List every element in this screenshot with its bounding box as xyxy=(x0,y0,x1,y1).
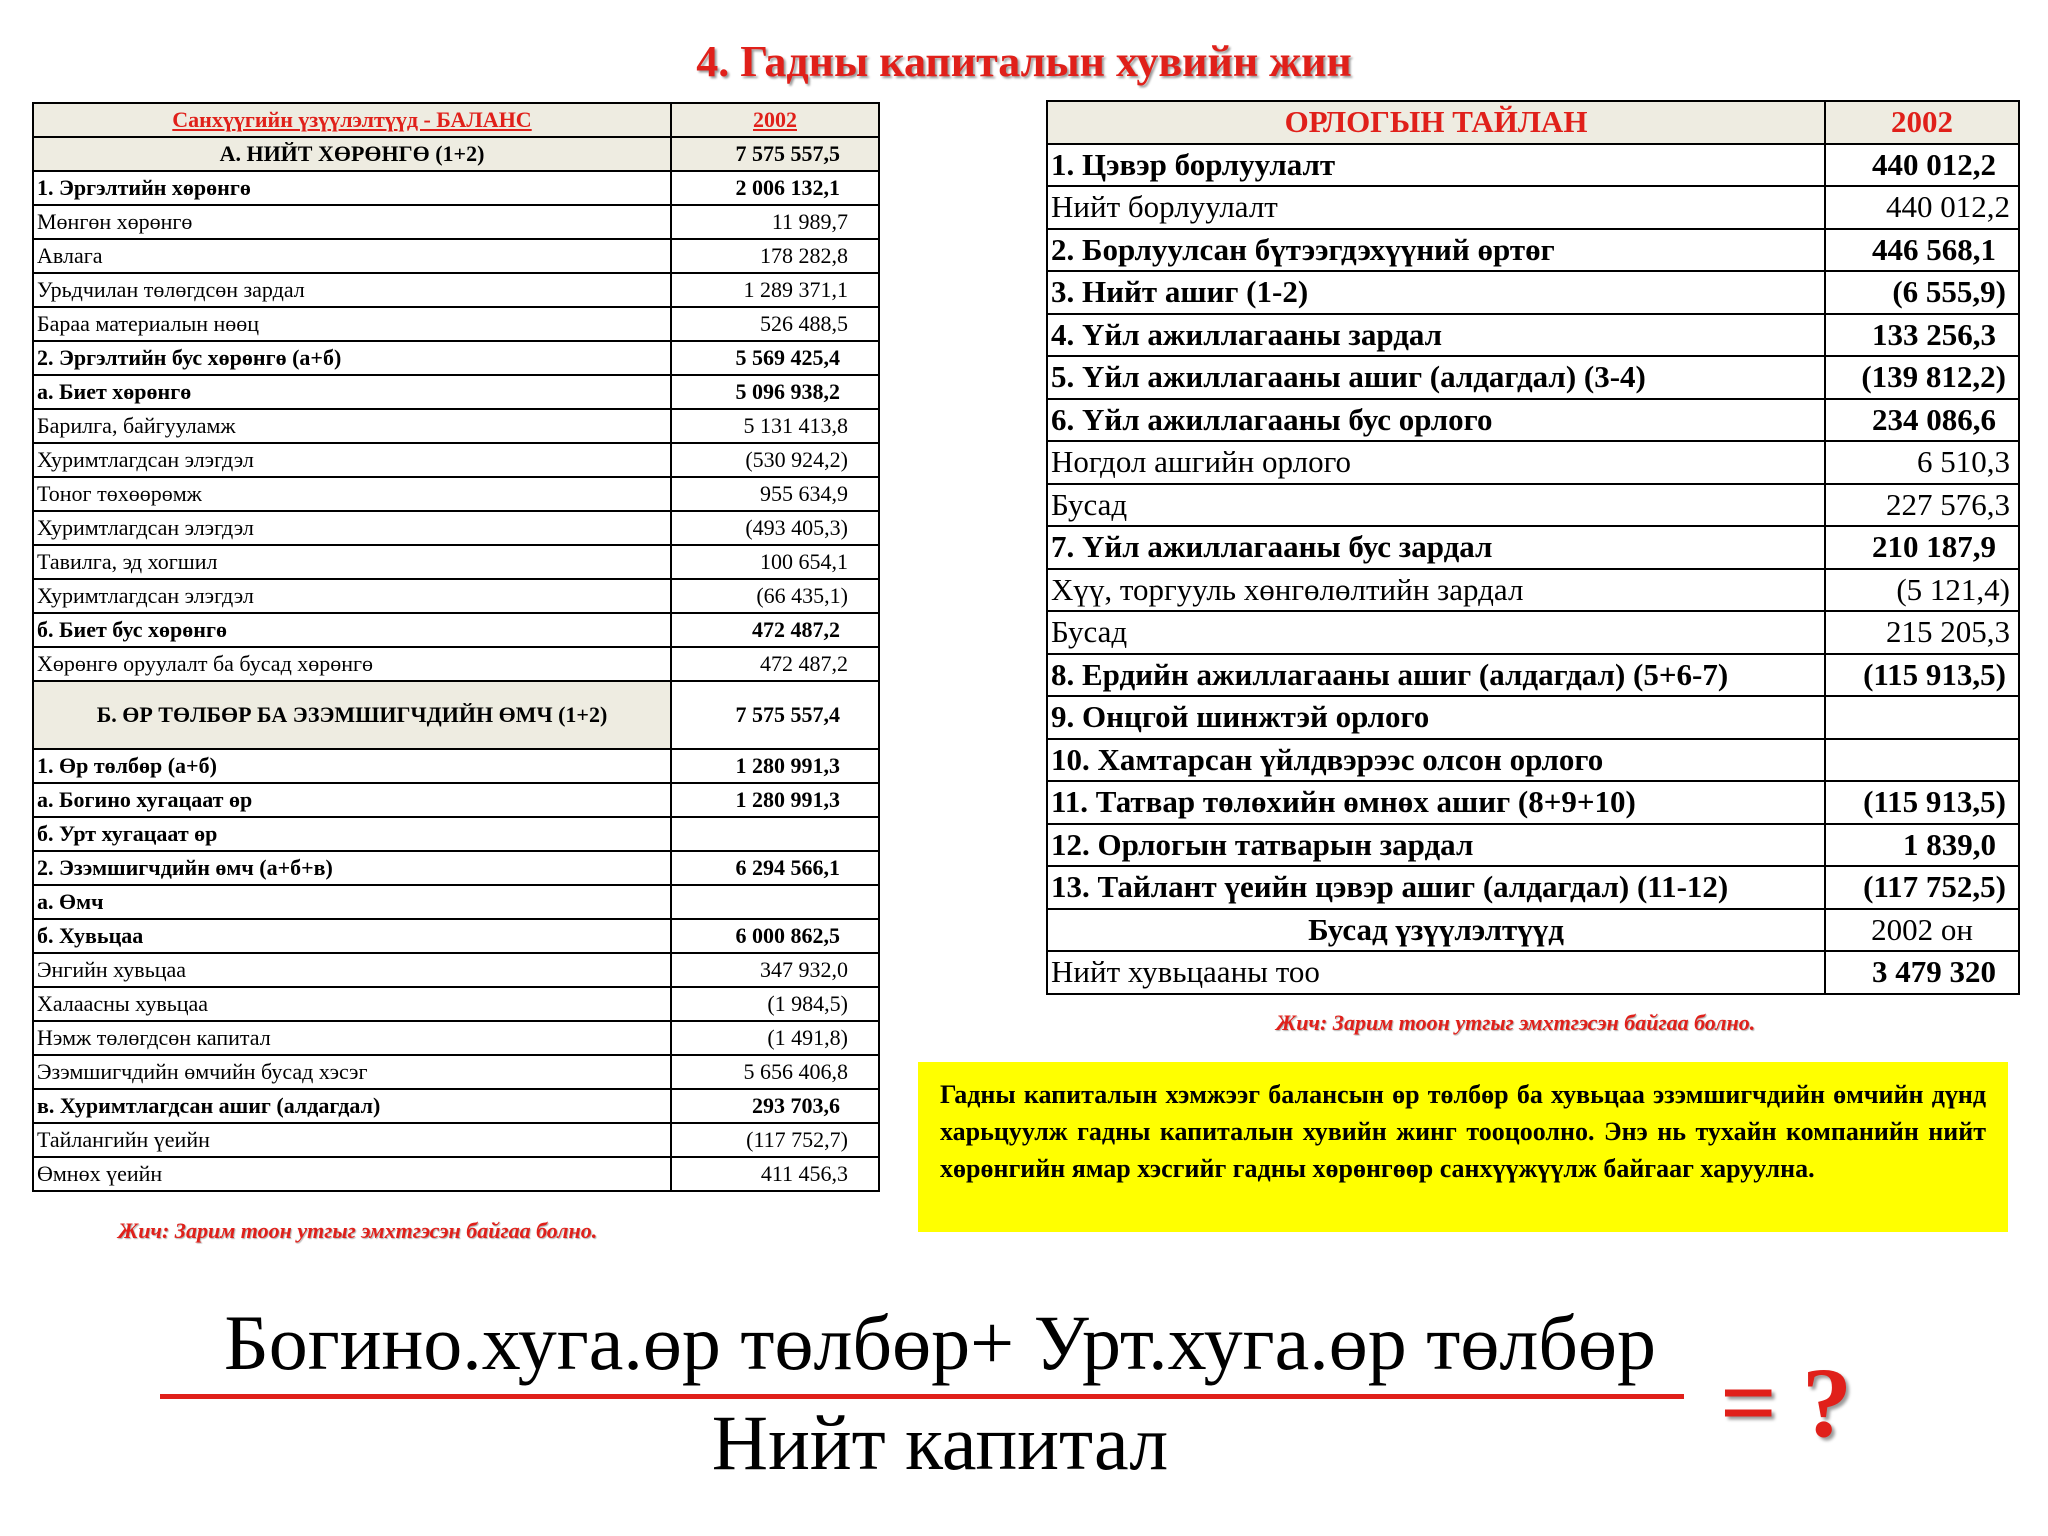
income-row-value: (115 913,5) xyxy=(1825,654,2019,697)
balance-row-label: Тавилга, эд хогшил xyxy=(33,545,671,579)
formula-denominator: Нийт капитал xyxy=(711,1399,1169,1486)
balance-row xyxy=(33,953,879,987)
income-row-label: 5. Үйл ажиллагааны ашиг (алдагдал) (3-4) xyxy=(1047,356,1825,399)
balance-row xyxy=(33,511,879,545)
balance-row-label: б. Биет бус хөрөнгө xyxy=(33,613,671,647)
income-header-label: ОРЛОГЫН ТАЙЛАН xyxy=(1047,101,1825,144)
balance-row xyxy=(33,749,879,783)
income-row-label: Бусад xyxy=(1047,611,1825,654)
balance-row-value: 6 294 566,1 xyxy=(671,851,879,885)
balance-row-value: 178 282,8 xyxy=(671,239,879,273)
balance-row xyxy=(33,307,879,341)
income-row-label: 9. Онцгой шинжтэй орлого xyxy=(1047,696,1825,739)
income-row-value: 1 839,0 xyxy=(1825,824,2019,867)
income-note: Жич: Зарим тоон утгыг эмхтгэсэн байгаа болно. xyxy=(1276,1010,1756,1035)
income-row-label: Хүү, торгууль хөнгөлөлтийн зардал xyxy=(1047,569,1825,612)
income-row-value: 446 568,1 xyxy=(1825,229,2019,272)
formula-numerator: Богино.хуга.өр төлбөр+ Урт.хуга.өр төлбөр xyxy=(224,1299,1656,1386)
income-row-label: 13. Тайлант үеийн цэвэр ашиг (алдагдал) (11-12) xyxy=(1047,866,1825,909)
income-statement-table xyxy=(1046,100,2020,995)
balance-header-row xyxy=(33,103,879,137)
balance-row xyxy=(33,239,879,273)
balance-row-value: (117 752,7) xyxy=(671,1123,879,1157)
balance-row-value: 100 654,1 xyxy=(671,545,879,579)
income-other-header-row xyxy=(1047,909,2019,952)
balance-row-label: 2. Эргэлтийн бус хөрөнгө (а+б) xyxy=(33,341,671,375)
balance-row xyxy=(33,1157,879,1191)
income-row-value: 227 576,3 xyxy=(1825,484,2019,527)
balance-row xyxy=(33,545,879,579)
balance-row xyxy=(33,409,879,443)
income-row xyxy=(1047,526,2019,569)
income-row xyxy=(1047,739,2019,782)
balance-row xyxy=(33,477,879,511)
balance-row-label: 1. Эргэлтийн хөрөнгө xyxy=(33,171,671,205)
income-row xyxy=(1047,229,2019,272)
income-row xyxy=(1047,866,2019,909)
income-row-value: 234 086,6 xyxy=(1825,399,2019,442)
income-row xyxy=(1047,441,2019,484)
income-row-value: (139 812,2) xyxy=(1825,356,2019,399)
balance-row-value: 6 000 862,5 xyxy=(671,919,879,953)
balance-row xyxy=(33,613,879,647)
balance-row-value: 472 487,2 xyxy=(671,613,879,647)
income-row-label: 3. Нийт ашиг (1-2) xyxy=(1047,271,1825,314)
income-header-year: 2002 xyxy=(1825,101,2019,144)
income-row xyxy=(1047,399,2019,442)
income-row xyxy=(1047,271,2019,314)
income-row xyxy=(1047,654,2019,697)
balance-row-label: Эзэмшигчдийн өмчийн бусад хэсэг xyxy=(33,1055,671,1089)
balance-row-value: 293 703,6 xyxy=(671,1089,879,1123)
balance-row xyxy=(33,273,879,307)
balance-row-label: Хуримтлагдсан элэгдэл xyxy=(33,443,671,477)
balance-row-label: Хөрөнгө оруулалт ба бусад хөрөнгө xyxy=(33,647,671,681)
balance-row xyxy=(33,341,879,375)
balance-row-value: 411 456,3 xyxy=(671,1157,879,1191)
income-row-value: 440 012,2 xyxy=(1825,144,2019,187)
balance-row-value: 5 096 938,2 xyxy=(671,375,879,409)
income-row xyxy=(1047,144,2019,187)
balance-row xyxy=(33,1089,879,1123)
income-row xyxy=(1047,611,2019,654)
balance-row-label: Тоног төхөөрөмж xyxy=(33,477,671,511)
balance-row-value: 5 569 425,4 xyxy=(671,341,879,375)
balance-row xyxy=(33,885,879,919)
balance-row xyxy=(33,579,879,613)
balance-header-year: 2002 xyxy=(671,103,879,137)
balance-row-label: Барилга, байгууламж xyxy=(33,409,671,443)
balance-row-label: Өмнөх үеийн xyxy=(33,1157,671,1191)
balance-row xyxy=(33,783,879,817)
balance-row-label: Нэмж төлөгдсөн капитал xyxy=(33,1021,671,1055)
balance-row xyxy=(33,205,879,239)
income-row-value: (115 913,5) xyxy=(1825,781,2019,824)
balance-row xyxy=(33,443,879,477)
balance-row-label: Тайлангийн үеийн xyxy=(33,1123,671,1157)
balance-row xyxy=(33,375,879,409)
income-row-value: (117 752,5) xyxy=(1825,866,2019,909)
balance-row-value: 347 932,0 xyxy=(671,953,879,987)
income-other-label: Бусад үзүүлэлтүүд xyxy=(1047,909,1825,952)
balance-row-value: 955 634,9 xyxy=(671,477,879,511)
formula-result: = ? xyxy=(1720,1347,1852,1458)
balance-row xyxy=(33,851,879,885)
balance-row-label: Бараа материалын нөөц xyxy=(33,307,671,341)
balance-row xyxy=(33,1021,879,1055)
balance-row xyxy=(33,681,879,749)
balance-row-label: а. Богино хугацаат өр xyxy=(33,783,671,817)
balance-row-label: Хуримтлагдсан элэгдэл xyxy=(33,579,671,613)
balance-row-label: а. Биет хөрөнгө xyxy=(33,375,671,409)
income-row-value: 6 510,3 xyxy=(1825,441,2019,484)
income-row-label: 7. Үйл ажиллагааны бус зардал xyxy=(1047,526,1825,569)
balance-row-label: 1. Өр төлбөр (а+б) xyxy=(33,749,671,783)
income-row-label: Ногдол ашгийн орлого xyxy=(1047,441,1825,484)
balance-row-value: 1 289 371,1 xyxy=(671,273,879,307)
income-header-row xyxy=(1047,101,2019,144)
income-row-label: Бусад xyxy=(1047,484,1825,527)
balance-row-value: 2 006 132,1 xyxy=(671,171,879,205)
balance-row-value: (1 491,8) xyxy=(671,1021,879,1055)
income-row-label: 6. Үйл ажиллагааны бус орлого xyxy=(1047,399,1825,442)
balance-row-label: Мөнгөн хөрөнгө xyxy=(33,205,671,239)
balance-row xyxy=(33,647,879,681)
balance-note: Жич: Зарим тоон утгыг эмхтгэсэн байгаа болно. xyxy=(118,1218,598,1243)
balance-row-value xyxy=(671,885,879,919)
income-row-label: Нийт борлуулалт xyxy=(1047,186,1825,229)
income-shares-label: Нийт хувьцааны тоо xyxy=(1047,951,1825,994)
balance-row-label: в. Хуримтлагдсан ашиг (алдагдал) xyxy=(33,1089,671,1123)
income-row xyxy=(1047,781,2019,824)
income-shares-value: 3 479 320 xyxy=(1825,951,2019,994)
balance-sheet-table xyxy=(32,102,880,1192)
balance-row xyxy=(33,137,879,171)
balance-row-value: (66 435,1) xyxy=(671,579,879,613)
income-row xyxy=(1047,824,2019,867)
income-row-value: 440 012,2 xyxy=(1825,186,2019,229)
balance-row-label: Энгийн хувьцаа xyxy=(33,953,671,987)
income-row xyxy=(1047,696,2019,739)
balance-row-label: 2. Эзэмшигчдийн өмч (а+б+в) xyxy=(33,851,671,885)
balance-row-value: 5 656 406,8 xyxy=(671,1055,879,1089)
balance-row-value: 1 280 991,3 xyxy=(671,749,879,783)
balance-row xyxy=(33,171,879,205)
balance-row-label: а. Өмч xyxy=(33,885,671,919)
balance-row-value: (530 924,2) xyxy=(671,443,879,477)
income-row-label: 12. Орлогын татварын зардал xyxy=(1047,824,1825,867)
balance-row-value: 7 575 557,4 xyxy=(671,681,879,749)
balance-row-label: А. НИЙТ ХӨРӨНГӨ (1+2) xyxy=(33,137,671,171)
income-row-value: 210 187,9 xyxy=(1825,526,2019,569)
page-title: 4. Гадны капиталын хувийн жин xyxy=(696,37,1352,86)
balance-row xyxy=(33,987,879,1021)
income-row xyxy=(1047,314,2019,357)
balance-row-value: 1 280 991,3 xyxy=(671,783,879,817)
income-row-label: 4. Үйл ажиллагааны зардал xyxy=(1047,314,1825,357)
balance-row-value: (493 405,3) xyxy=(671,511,879,545)
income-row-value xyxy=(1825,739,2019,782)
balance-row-value: 472 487,2 xyxy=(671,647,879,681)
income-row-value: 133 256,3 xyxy=(1825,314,2019,357)
balance-row-label: Хуримтлагдсан элэгдэл xyxy=(33,511,671,545)
balance-row xyxy=(33,817,879,851)
explanation-box: Гадны капиталын хэмжээг балансын өр төлбөр ба хувьцаа эзэмшигчдийн өмчийн дүнд харьцуулж гадны капиталын хувийн жинг тооцоолно. Энэ нь тухайн компанийн нийт хөрөнгийн ямар хэсгийг гадны хөрөнгөөр санхүүжүүлж байгааг харуулна. xyxy=(918,1062,2008,1232)
balance-header-label: Санхүүгийн үзүүлэлтүүд - БАЛАНС xyxy=(33,103,671,137)
balance-row-label: Б. ӨР ТӨЛБӨР БА ЭЗЭМШИГЧДИЙН ӨМЧ (1+2) xyxy=(33,681,671,749)
balance-row xyxy=(33,919,879,953)
income-row-value: 215 205,3 xyxy=(1825,611,2019,654)
income-row-label: 8. Ердийн ажиллагааны ашиг (алдагдал) (5+6-7) xyxy=(1047,654,1825,697)
income-row-value xyxy=(1825,696,2019,739)
balance-row-label: б. Урт хугацаат өр xyxy=(33,817,671,851)
income-other-year: 2002 он xyxy=(1825,909,2019,952)
balance-row-value: 5 131 413,8 xyxy=(671,409,879,443)
balance-row-label: б. Хувьцаа xyxy=(33,919,671,953)
income-row-label: 10. Хамтарсан үйлдвэрээс олсон орлого xyxy=(1047,739,1825,782)
balance-row xyxy=(33,1123,879,1157)
income-row-label: 1. Цэвэр борлуулалт xyxy=(1047,144,1825,187)
balance-row-value: 7 575 557,5 xyxy=(671,137,879,171)
balance-row xyxy=(33,1055,879,1089)
income-row-label: 2. Борлуулсан бүтээгдэхүүний өртөг xyxy=(1047,229,1825,272)
income-shares-row xyxy=(1047,951,2019,994)
income-row-value: (6 555,9) xyxy=(1825,271,2019,314)
income-row-value: (5 121,4) xyxy=(1825,569,2019,612)
balance-row-value: 526 488,5 xyxy=(671,307,879,341)
income-row xyxy=(1047,569,2019,612)
balance-row-value: 11 989,7 xyxy=(671,205,879,239)
income-row xyxy=(1047,484,2019,527)
income-row xyxy=(1047,356,2019,399)
income-row-label: 11. Татвар төлөхийн өмнөх ашиг (8+9+10) xyxy=(1047,781,1825,824)
balance-row-value xyxy=(671,817,879,851)
balance-row-label: Халаасны хувьцаа xyxy=(33,987,671,1021)
balance-row-label: Авлага xyxy=(33,239,671,273)
balance-row-label: Урьдчилан төлөгдсөн зардал xyxy=(33,273,671,307)
income-row xyxy=(1047,186,2019,229)
balance-row-value: (1 984,5) xyxy=(671,987,879,1021)
